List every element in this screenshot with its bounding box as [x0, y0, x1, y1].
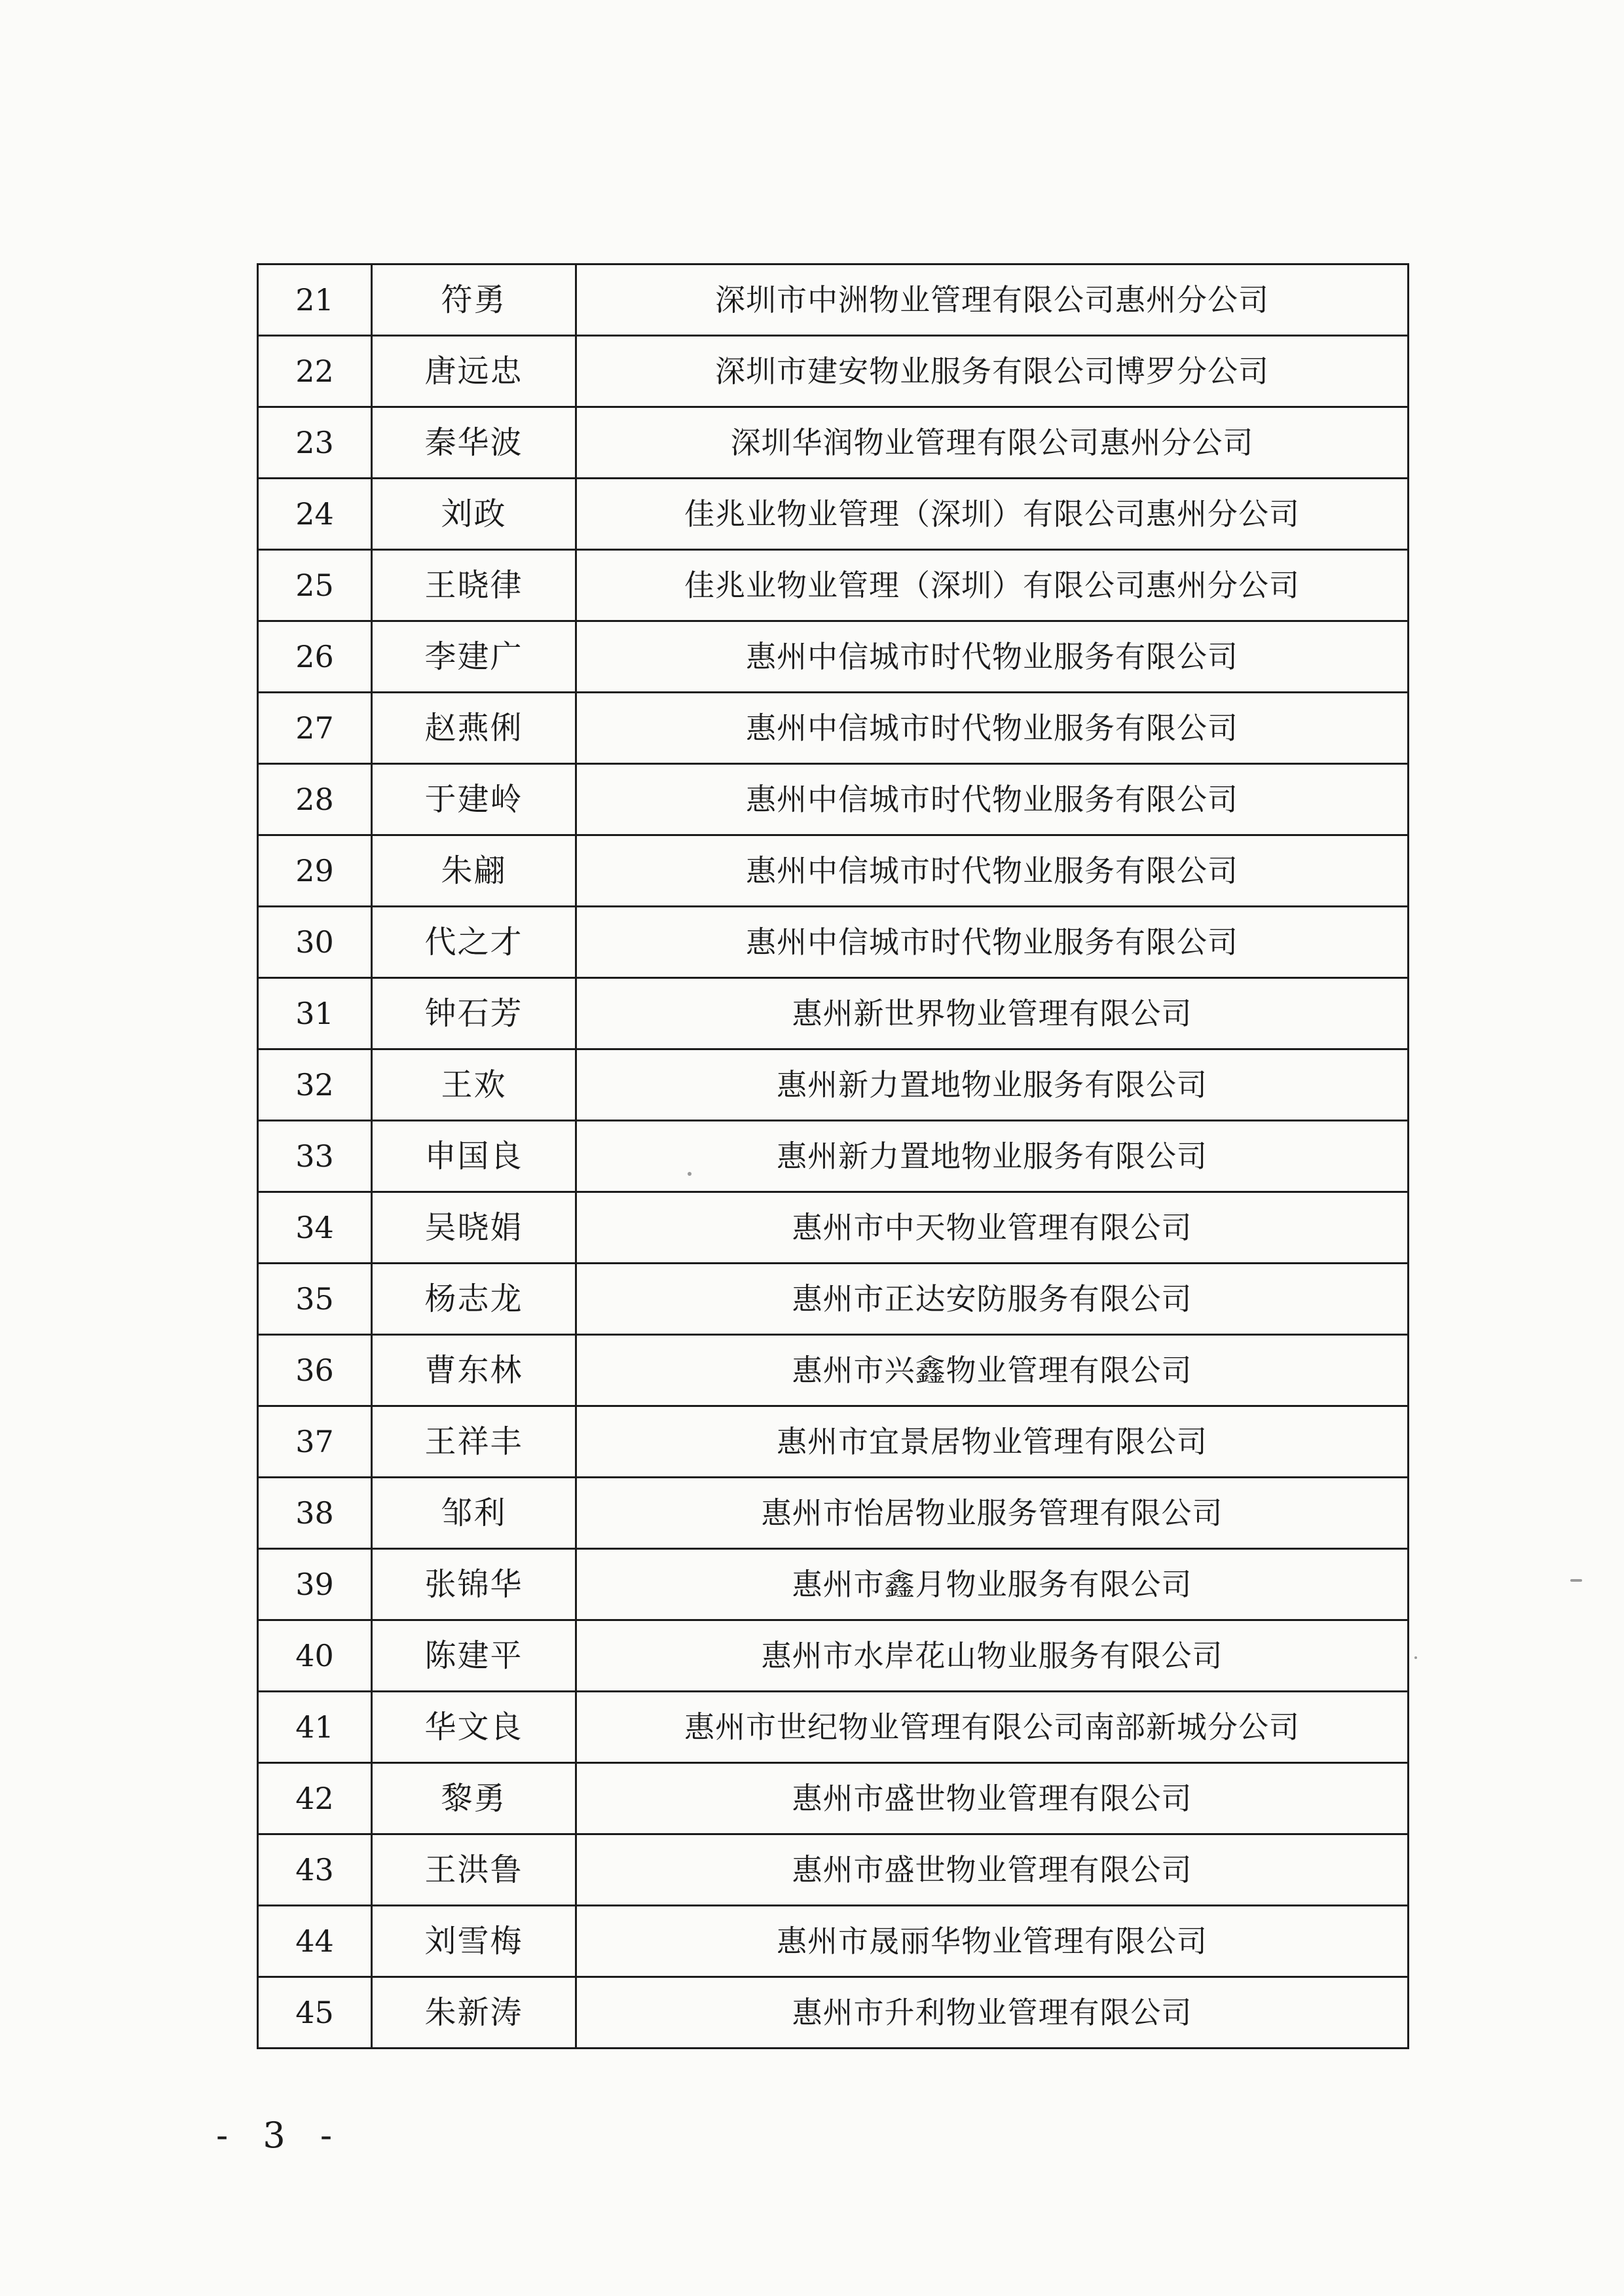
company-name: 惠州新世界物业管理有限公司 [576, 978, 1409, 1049]
company-name: 惠州市鑫月物业服务有限公司 [576, 1549, 1409, 1620]
person-name: 朱翩 [372, 835, 576, 907]
person-name: 王欢 [372, 1049, 576, 1121]
table-row [258, 1049, 1409, 1121]
table-row [258, 1406, 1409, 1478]
table-row [258, 407, 1409, 479]
table-row [258, 835, 1409, 907]
table-row [258, 1335, 1409, 1406]
scan-speck [1570, 1579, 1582, 1582]
person-name: 曹东林 [372, 1335, 576, 1406]
table-row [258, 1478, 1409, 1549]
company-name: 惠州市中天物业管理有限公司 [576, 1192, 1409, 1264]
row-number: 42 [258, 1763, 372, 1834]
table-row [258, 1834, 1409, 1906]
company-name: 惠州中信城市时代物业服务有限公司 [576, 907, 1409, 978]
row-number: 37 [258, 1406, 372, 1478]
table-row [258, 479, 1409, 550]
row-number: 28 [258, 764, 372, 835]
row-number: 38 [258, 1478, 372, 1549]
person-name: 黎勇 [372, 1763, 576, 1834]
row-number: 30 [258, 907, 372, 978]
row-number: 35 [258, 1264, 372, 1335]
company-name: 惠州中信城市时代物业服务有限公司 [576, 835, 1409, 907]
table-row [258, 1763, 1409, 1834]
company-name: 惠州市升利物业管理有限公司 [576, 1977, 1409, 2049]
page-number: - 3 - [216, 2115, 344, 2156]
table-row [258, 1549, 1409, 1620]
table-row [258, 1977, 1409, 2049]
person-name: 王晓律 [372, 550, 576, 621]
table-row [258, 264, 1409, 336]
table-row [258, 336, 1409, 407]
company-name: 惠州中信城市时代物业服务有限公司 [576, 764, 1409, 835]
person-name: 吴晓娟 [372, 1192, 576, 1264]
row-number: 34 [258, 1192, 372, 1264]
person-name: 钟石芳 [372, 978, 576, 1049]
row-number: 29 [258, 835, 372, 907]
person-name: 秦华波 [372, 407, 576, 479]
person-name: 于建岭 [372, 764, 576, 835]
company-name: 深圳市建安物业服务有限公司博罗分公司 [576, 336, 1409, 407]
scan-speck [688, 1172, 692, 1176]
company-name: 惠州市晟丽华物业管理有限公司 [576, 1906, 1409, 1977]
company-name: 深圳华润物业管理有限公司惠州分公司 [576, 407, 1409, 479]
company-name: 惠州中信城市时代物业服务有限公司 [576, 621, 1409, 693]
person-name: 王洪鲁 [372, 1834, 576, 1906]
row-number: 36 [258, 1335, 372, 1406]
person-name: 华文良 [372, 1692, 576, 1763]
company-name: 惠州市正达安防服务有限公司 [576, 1264, 1409, 1335]
table-row [258, 1264, 1409, 1335]
company-name: 深圳市中洲物业管理有限公司惠州分公司 [576, 264, 1409, 336]
row-number: 43 [258, 1834, 372, 1906]
company-name: 惠州市兴鑫物业管理有限公司 [576, 1335, 1409, 1406]
company-name: 惠州市水岸花山物业服务有限公司 [576, 1620, 1409, 1692]
person-name: 符勇 [372, 264, 576, 336]
table-row [258, 1692, 1409, 1763]
person-name: 邹利 [372, 1478, 576, 1549]
person-name: 刘雪梅 [372, 1906, 576, 1977]
table-row [258, 764, 1409, 835]
person-name: 代之才 [372, 907, 576, 978]
person-name: 刘政 [372, 479, 576, 550]
table-row [258, 907, 1409, 978]
row-number: 25 [258, 550, 372, 621]
table-row [258, 1906, 1409, 1977]
row-number: 33 [258, 1121, 372, 1192]
person-name: 唐远忠 [372, 336, 576, 407]
table-row [258, 1121, 1409, 1192]
row-number: 31 [258, 978, 372, 1049]
person-name: 李建广 [372, 621, 576, 693]
person-name: 朱新涛 [372, 1977, 576, 2049]
company-name: 惠州市宜景居物业管理有限公司 [576, 1406, 1409, 1478]
company-name: 惠州市盛世物业管理有限公司 [576, 1834, 1409, 1906]
row-number: 32 [258, 1049, 372, 1121]
company-name: 佳兆业物业管理（深圳）有限公司惠州分公司 [576, 550, 1409, 621]
table-row [258, 1192, 1409, 1264]
person-name: 杨志龙 [372, 1264, 576, 1335]
row-number: 39 [258, 1549, 372, 1620]
person-name: 申国良 [372, 1121, 576, 1192]
row-number: 23 [258, 407, 372, 479]
table-row [258, 550, 1409, 621]
person-name: 赵燕俐 [372, 693, 576, 764]
table-row [258, 621, 1409, 693]
table-row [258, 693, 1409, 764]
row-number: 21 [258, 264, 372, 336]
company-name: 惠州市世纪物业管理有限公司南部新城分公司 [576, 1692, 1409, 1763]
table-row [258, 1620, 1409, 1692]
company-name: 惠州中信城市时代物业服务有限公司 [576, 693, 1409, 764]
scan-speck [1414, 1656, 1417, 1659]
table-body [258, 264, 1409, 2049]
company-name: 佳兆业物业管理（深圳）有限公司惠州分公司 [576, 479, 1409, 550]
person-name: 王祥丰 [372, 1406, 576, 1478]
company-name: 惠州市盛世物业管理有限公司 [576, 1763, 1409, 1834]
row-number: 45 [258, 1977, 372, 2049]
company-name: 惠州新力置地物业服务有限公司 [576, 1049, 1409, 1121]
row-number: 27 [258, 693, 372, 764]
table-row [258, 978, 1409, 1049]
row-number: 40 [258, 1620, 372, 1692]
company-name: 惠州市怡居物业服务管理有限公司 [576, 1478, 1409, 1549]
person-name: 张锦华 [372, 1549, 576, 1620]
person-name: 陈建平 [372, 1620, 576, 1692]
row-number: 44 [258, 1906, 372, 1977]
row-number: 22 [258, 336, 372, 407]
row-number: 26 [258, 621, 372, 693]
row-number: 24 [258, 479, 372, 550]
personnel-table [257, 263, 1409, 2049]
row-number: 41 [258, 1692, 372, 1763]
company-name: 惠州新力置地物业服务有限公司 [576, 1121, 1409, 1192]
